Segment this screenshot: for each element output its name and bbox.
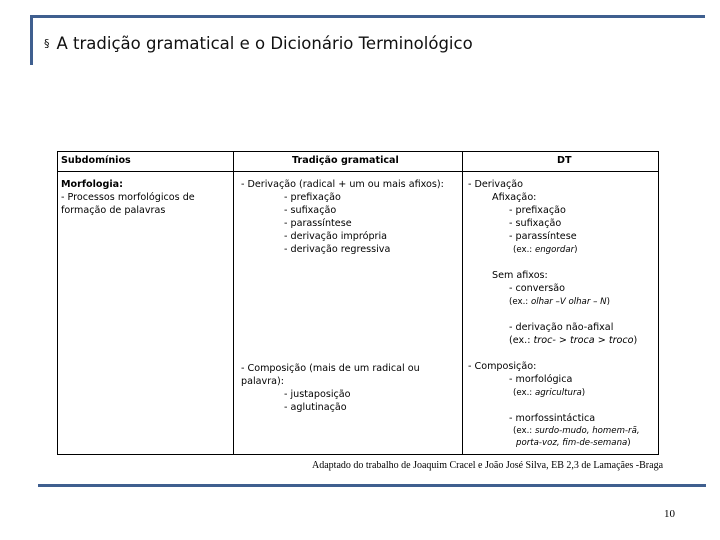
example-word: agricultura [534, 388, 582, 398]
trad-deriv-item: - parassíntese [284, 218, 352, 229]
table-col-divider-1 [233, 151, 234, 455]
source-credit: Adaptado do trabalho de Joaquim Cracel e João José Silva, EB 2,3 de Lamaçães -Braga [312, 460, 664, 471]
trad-composicao-heading-2: palavra): [241, 376, 284, 387]
table-header-rule [57, 171, 659, 172]
dt-nao-afixal-item: - derivação não-afixal [509, 322, 614, 333]
example-suffix: ) [633, 335, 638, 346]
dt-afix-example [513, 244, 578, 257]
col1-line-1: - Processos morfológicos de [61, 192, 195, 203]
table-col-divider-2 [462, 151, 463, 455]
header-subdominios: Subdomínios [61, 155, 131, 166]
trad-composicao-heading-1: - Composição (mais de um radical ou [241, 363, 420, 374]
table-top-rule [57, 151, 659, 152]
example-suffix: ) [574, 245, 578, 255]
dt-sem-afixos-heading: Sem afixos: [492, 270, 548, 281]
dt-morfologica-item: - morfológica [509, 374, 573, 385]
trad-deriv-item: - derivação imprópria [284, 231, 388, 242]
example-prefix: (ex.: [513, 426, 535, 436]
dt-afix-item: - sufixação [509, 218, 562, 229]
frame-left-rule [30, 15, 33, 65]
frame-bottom-rule [38, 484, 706, 487]
dt-morfologica-example [513, 387, 585, 400]
frame-top-rule [30, 15, 705, 18]
dt-conversao-example [509, 296, 610, 309]
table-bottom-rule [57, 454, 659, 455]
example-word: olhar –V olhar – N [530, 297, 607, 307]
dt-derivacao-heading: - Derivação [468, 179, 523, 190]
page-number: 10 [664, 508, 675, 520]
trad-comp-item: - aglutinação [284, 402, 347, 413]
header-tradicao: Tradição gramatical [292, 155, 399, 166]
example-suffix: ) [627, 438, 631, 448]
example-suffix: ) [606, 297, 610, 307]
morfologia-heading: Morfologia: [61, 179, 123, 190]
example-word: engordar [534, 245, 575, 255]
table-right-rule [658, 151, 659, 455]
trad-deriv-item: - sufixação [284, 205, 337, 216]
trad-comp-item: - justaposição [284, 389, 351, 400]
slide-title [44, 34, 473, 53]
dt-conversao-item: - conversão [509, 283, 566, 294]
trad-deriv-item: - prefixação [284, 192, 341, 203]
table-left-rule [57, 151, 58, 455]
header-dt: DT [557, 155, 572, 166]
dt-nao-afixal-example [509, 334, 637, 347]
dt-afix-item: - parassíntese [509, 231, 577, 242]
trad-deriv-item: - derivação regressiva [284, 244, 391, 255]
dt-afixacao-heading: Afixação: [492, 192, 537, 203]
example-word: troc- > troca > troco [533, 335, 634, 346]
dt-composicao-heading: - Composição: [468, 361, 537, 372]
col1-line-2: formação de palavras [61, 205, 166, 216]
trad-derivacao-heading: - Derivação (radical + um ou mais afixos): [241, 179, 444, 190]
example-prefix: (ex.: [513, 245, 535, 255]
dt-afix-item: - prefixação [509, 205, 566, 216]
dt-morfossintactica-example-2 [516, 437, 631, 450]
example-prefix: (ex.: [509, 335, 534, 346]
slide-title-text: A tradição gramatical e o Dicionário Terminológico [56, 34, 473, 53]
example-word: porta-voz, fim-de-semana [516, 438, 628, 448]
example-prefix: (ex.: [513, 388, 535, 398]
dt-morfossintactica-item: - morfossintáctica [509, 413, 596, 424]
example-suffix: ) [581, 388, 586, 398]
example-prefix: (ex.: [509, 297, 531, 307]
example-word: surdo-mudo, homem-rã, [534, 426, 640, 436]
bullet-icon: § [44, 37, 50, 50]
